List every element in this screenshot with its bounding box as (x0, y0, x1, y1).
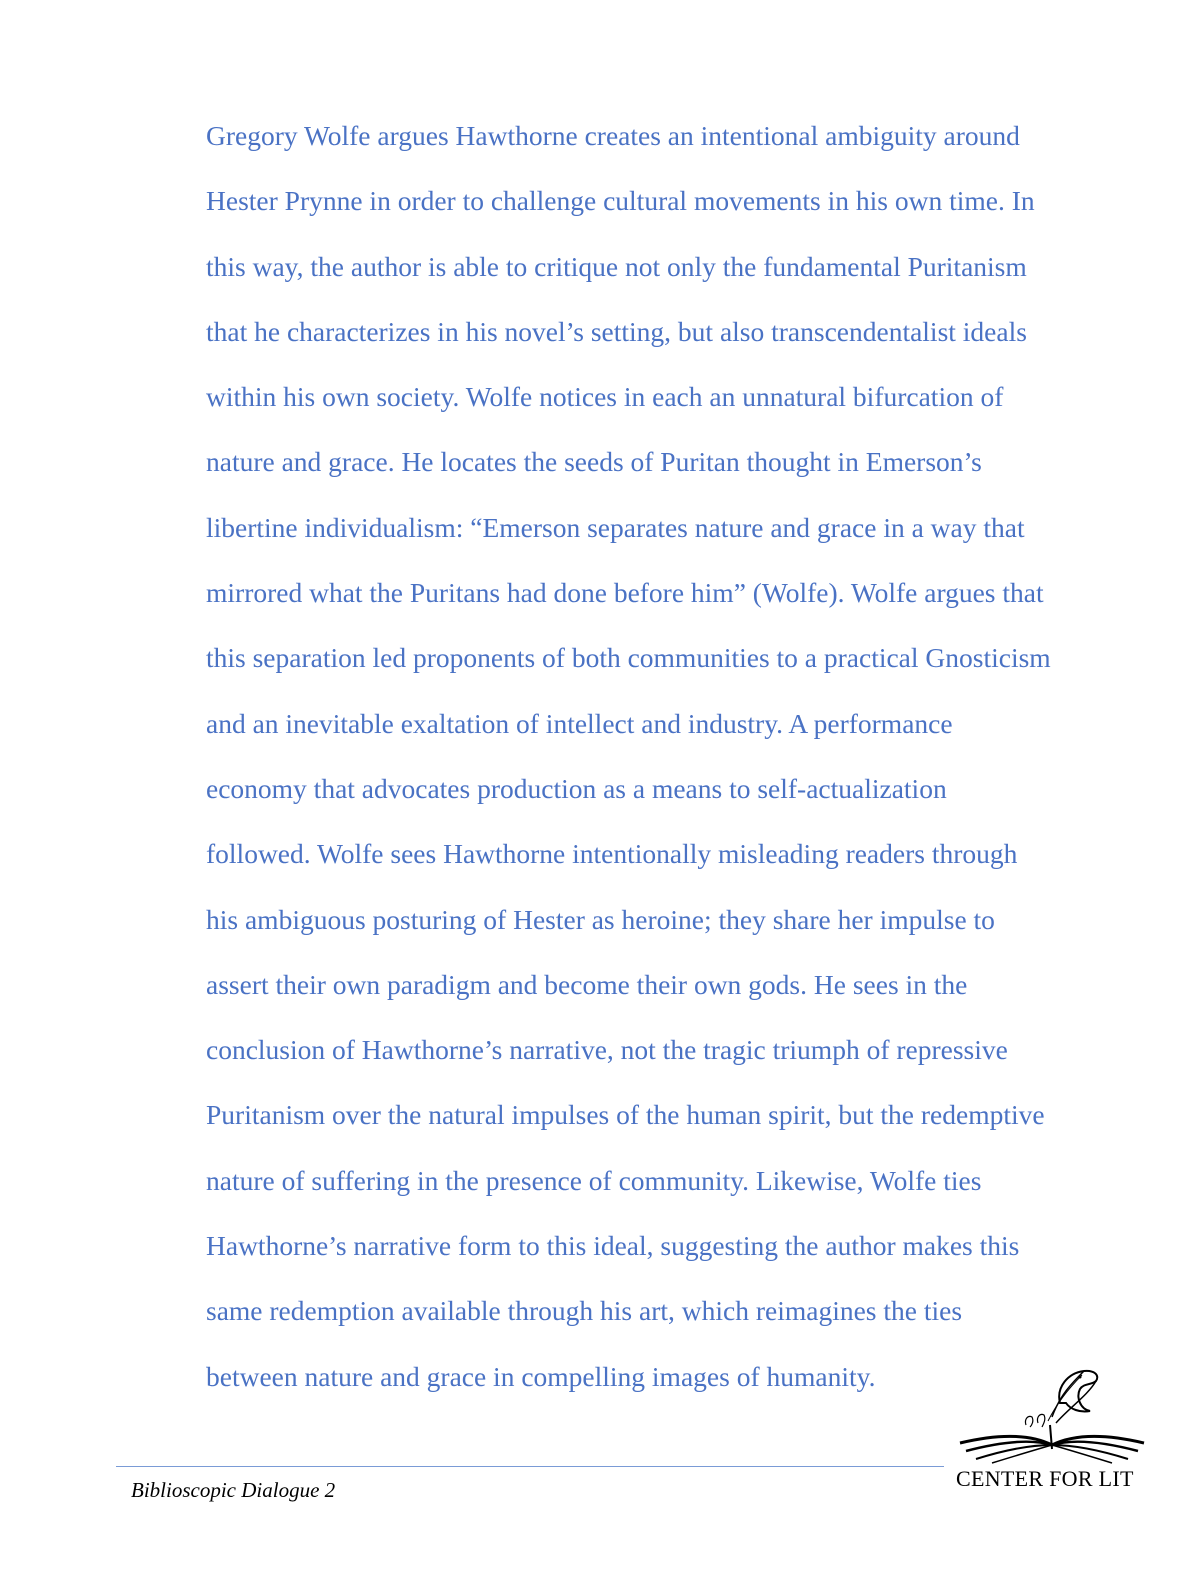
body-paragraph (206, 110, 1086, 1416)
footer-divider (116, 1466, 944, 1467)
body-line: nature of suffering in the presence of community. Likewise, Wolfe ties (206, 1164, 982, 1196)
pelican-on-open-book-icon (952, 1365, 1152, 1465)
footer-title: Biblioscopic Dialogue 2 (131, 1478, 336, 1502)
body-line: mirrored what the Puritans had done before him” (Wolfe). Wolfe argues that (206, 577, 1044, 609)
body-line: nature and grace. He locates the seeds of Puritan thought in Emerson’s (206, 446, 982, 478)
body-line: this way, the author is able to critique not only the fundamental Puritanism (206, 250, 1027, 282)
body-line: his ambiguous posturing of Hester as heroine; they share her impulse to (206, 903, 995, 935)
body-line: within his own society. Wolfe notices in each an unnatural bifurcation of (206, 381, 1004, 413)
body-line: Hester Prynne in order to challenge cultural movements in his own time. In (206, 185, 1035, 217)
body-line: between nature and grace in compelling images of humanity. (206, 1360, 876, 1392)
body-line: assert their own paradigm and become their own gods. He sees in the (206, 968, 968, 1000)
body-line: Gregory Wolfe argues Hawthorne creates an intentional ambiguity around (206, 120, 1020, 151)
body-line: that he characterizes in his novel’s setting, but also transcendentalist ideals (206, 315, 1027, 347)
body-line: and an inevitable exaltation of intellect and industry. A performance (206, 707, 953, 739)
body-line: conclusion of Hawthorne’s narrative, not the tragic triumph of repressive (206, 1034, 1008, 1066)
body-line: Hawthorne’s narrative form to this ideal, suggesting the author makes this (206, 1230, 1020, 1262)
center-for-lit-logo (952, 1365, 1152, 1495)
body-line: economy that advocates production as a means to self-actualization (206, 772, 947, 804)
body-line: libertine individualism: “Emerson separates nature and grace in a way that (206, 511, 1025, 543)
body-line: this separation led proponents of both communities to a practical Gnosticism (206, 642, 1051, 674)
body-line: followed. Wolfe sees Hawthorne intentionally misleading readers through (206, 838, 1018, 870)
logo-text: CENTER FOR LIT (956, 1466, 1134, 1491)
body-line: Puritanism over the natural impulses of the human spirit, but the redemptive (206, 1099, 1045, 1131)
body-line: same redemption available through his art, which reimagines the ties (206, 1295, 963, 1327)
